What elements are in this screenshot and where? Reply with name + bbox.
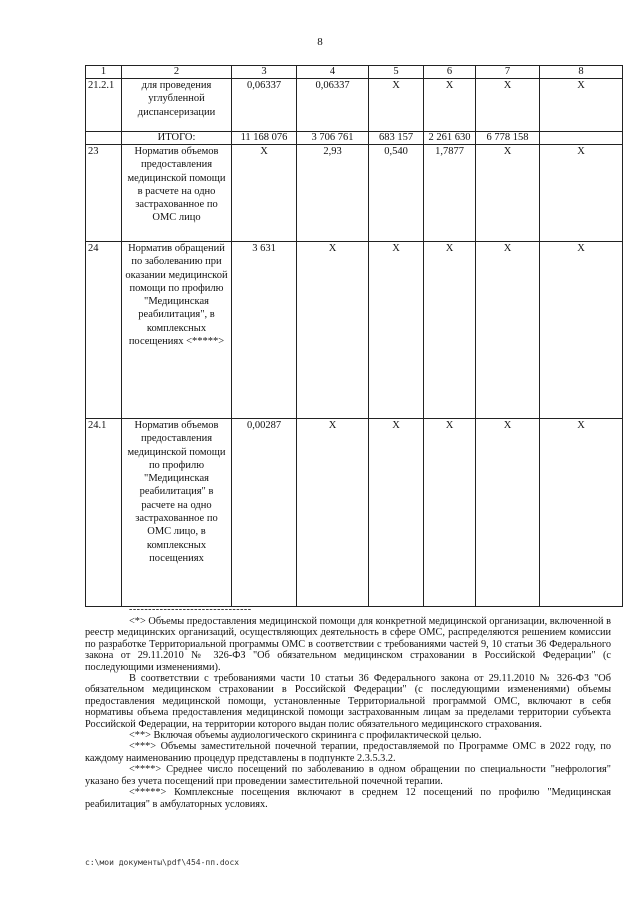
table-row [86, 79, 623, 132]
row-number: 24 [86, 242, 122, 419]
cell-value: X [540, 242, 623, 419]
cell-value: 0,00287 [232, 419, 297, 607]
total-label: ИТОГО: [122, 132, 232, 145]
header-cell: 3 [232, 66, 297, 79]
row-description: Норматив объемов предоставления медицинской помощи по профилю "Медицинская реабилитация" в расчете на одно застрахованное по ОМС лицо, в комплексных посещениях [122, 419, 232, 607]
cell-value: X [476, 419, 540, 607]
footnote: <*> Объемы предоставления медицинской помощи для конкретной медицинской организации, включенной в реестр медицинских организаций, осуществляющих деятельность в сфере ОМС, распределяются решением комиссии по разработке Территориальной программы ОМС в соответствии с требованиями частей 9, 10 статьи 36 Федерального закона от 29.11.2010 № 326-ФЗ "Об обязательном медицинском страховании в Российской Федерации" (с последующими изменениями). [85, 616, 611, 673]
footnote: <***> Объемы заместительной почечной терапии, предоставляемой по Программе ОМС в 2022 году, по каждому наименованию процедур представлены в подпункте 2.3.5.3.2. [85, 741, 611, 764]
total-empty-cell [86, 132, 122, 145]
total-value: 3 706 761 [297, 132, 369, 145]
total-value [540, 132, 623, 145]
cell-value: X [476, 79, 540, 132]
header-row [86, 66, 623, 79]
table-row [86, 419, 623, 607]
cell-value: X [476, 242, 540, 419]
total-value: 11 168 076 [232, 132, 297, 145]
cell-value: X [297, 419, 369, 607]
cell-value: 0,540 [369, 145, 424, 242]
table-row [86, 242, 623, 419]
row-description: Норматив обращений по заболеванию при оказании медицинской помощи по профилю "Медицинская реабилитация", в комплексных посещениях <*****> [122, 242, 232, 419]
cell-value: X [232, 145, 297, 242]
total-value: 6 778 158 [476, 132, 540, 145]
header-cell: 6 [424, 66, 476, 79]
cell-value: 2,93 [297, 145, 369, 242]
footnote: <*****> Комплексные посещения включают в среднем 12 посещений по профилю "Медицинская реабилитация" в амбулаторных условиях. [85, 787, 611, 810]
footnote: <****> Среднее число посещений по заболеванию в одном обращении по специальности "нефрология" указано без учета посещений при проведении заместительной почечной терапии. [85, 764, 611, 787]
footnote: В соответствии с требованиями части 10 статьи 36 Федерального закона от 29.11.2010 № 326-ФЗ "Об обязательном медицинском страховании в Российской Федерации" (с последующими изменениями) объемы предоставления медицинской помощи, установленные Территориальной программой ОМС, включают в себя нормативы объема предоставления медицинской помощи застрахованным лицам за пределами территории субъекта Российской Федерации, на территории которого выдан полис обязательного медицинского страхования. [85, 673, 611, 730]
cell-value: X [540, 419, 623, 607]
file-path-footer: c:\мои документы\pdf\454-пп.docx [85, 858, 240, 867]
header-cell: 2 [122, 66, 232, 79]
row-number: 24.1 [86, 419, 122, 607]
page-number: 8 [317, 36, 323, 48]
header-cell: 7 [476, 66, 540, 79]
cell-value: X [424, 419, 476, 607]
footnote-separator: -------------------------------- [129, 604, 252, 615]
total-row [86, 132, 623, 145]
footnotes [85, 606, 611, 810]
cell-value: X [369, 419, 424, 607]
header-cell: 1 [86, 66, 122, 79]
header-cell: 8 [540, 66, 623, 79]
cell-value: X [369, 79, 424, 132]
cell-value: 0,06337 [232, 79, 297, 132]
row-description: для проведения углубленной диспансеризации [122, 79, 232, 132]
volumes-table [85, 65, 623, 607]
cell-value: 1,7877 [424, 145, 476, 242]
cell-value: X [476, 145, 540, 242]
cell-value: 0,06337 [297, 79, 369, 132]
cell-value: X [297, 242, 369, 419]
cell-value: X [369, 242, 424, 419]
row-number: 23 [86, 145, 122, 242]
cell-value: 3 631 [232, 242, 297, 419]
cell-value: X [540, 79, 623, 132]
cell-value: X [424, 242, 476, 419]
total-value: 2 261 630 [424, 132, 476, 145]
cell-value: X [540, 145, 623, 242]
header-cell: 4 [297, 66, 369, 79]
row-description: Норматив объемов предоставления медицинской помощи в расчете на одно застрахованное по ОМС лицо [122, 145, 232, 242]
table-row [86, 145, 623, 242]
row-number: 21.2.1 [86, 79, 122, 132]
total-value: 683 157 [369, 132, 424, 145]
footnote: <**> Включая объемы аудиологического скрининга с профилактической целью. [129, 730, 482, 742]
cell-value: X [424, 79, 476, 132]
header-cell: 5 [369, 66, 424, 79]
